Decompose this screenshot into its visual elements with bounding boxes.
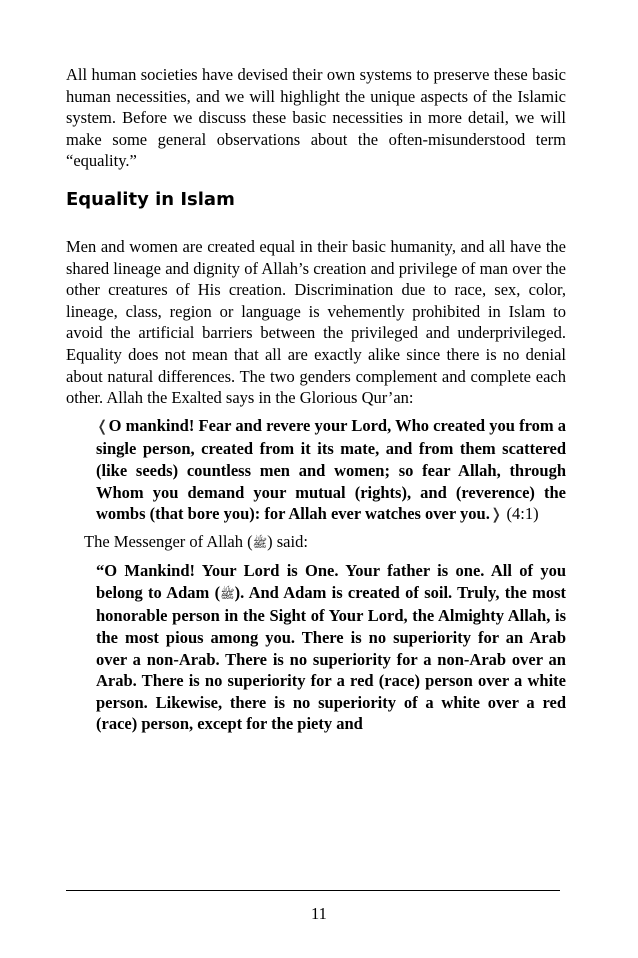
section-heading: Equality in Islam — [66, 188, 235, 210]
intro-paragraph: All human societies have devised their own systems to preserve these basic human necessities, and we will highlight the unique aspects of the Islamic system. Before we discuss these basic necessities in more detail, we will make some general observations about the often-misunderstood term “equality.” — [66, 65, 566, 171]
honorific-glyph: ﷺ — [252, 535, 268, 550]
messenger-said-line — [84, 531, 566, 555]
hadith-part1: “O Mankind! Your Lord is One. Your father is one. All of you belong to Adam ( — [96, 561, 566, 602]
hadith-quote — [96, 560, 566, 735]
quote-text: O mankind! Fear and revere your Lord, Who created you from a single person, created from it its mate, and from them scattered (like seeds) countless men and women; so fear Allah, through Whom you demand your mutual (rights), and (reverence) the wombs (that bore you): for Allah ever watches over you. — [96, 415, 566, 524]
said-before: The Messenger of Allah ( — [84, 531, 253, 551]
hadith-honorific-glyph: ﷺ — [220, 586, 235, 601]
said-after: ) said: — [267, 531, 308, 551]
hadith-part2: ). And Adam is created of soil. Truly, the most honorable person in the Sight of Your Lord, the Almighty Allah, is the most pious among you. There is no superiority for an Arab over a non-Arab. There is no superiority for a non-Arab over an Arab. There is no superiority for a red (race) person over a white person. Likewise, there is no superiority of a white over a red (race) person, except for the piety and — [96, 582, 566, 734]
quote-reference: (4:1) — [506, 504, 539, 524]
page-body — [66, 64, 566, 735]
quote-open-bracket: ❬ — [96, 418, 109, 435]
footer-rule — [66, 890, 560, 891]
equality-paragraph: Men and women are created equal in their basic humanity, and all have the shared lineage and dignity of Allah’s creation and privilege of man over the other creatures of His creation. Discrimination due to race, sex, color, lineage, class, region or language is vehemently prohibited in Islam to avoid the artificial barriers between the privileged and underprivileged. Equality does not mean that all are exactly alike since there is no denial about natural differences. The two genders complement and complete each other. Allah the Exalted says in the Glorious Qur’an: — [66, 236, 566, 408]
quote-close-bracket: ❭ — [489, 507, 503, 524]
quran-quote — [96, 415, 566, 527]
page-number: 11 — [311, 904, 327, 923]
